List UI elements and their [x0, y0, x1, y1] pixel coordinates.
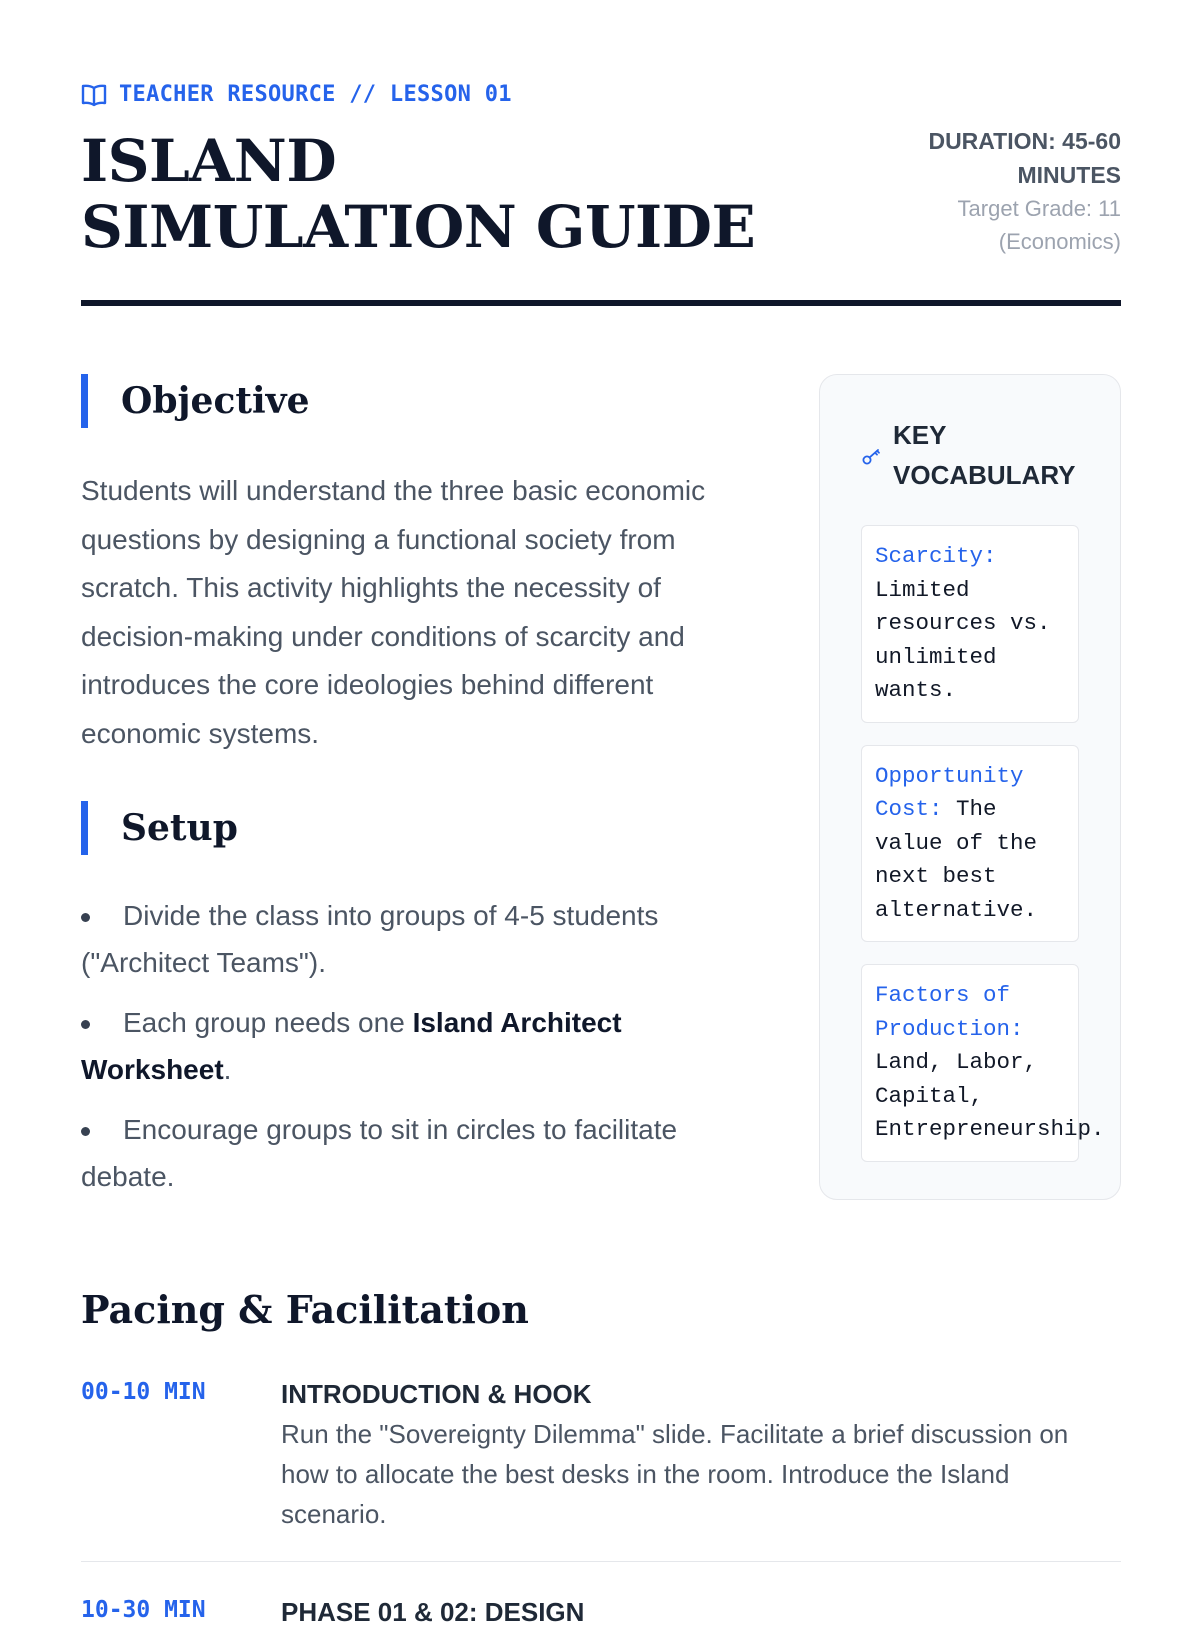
pacing-title: PHASE 01 & 02: DESIGN — [281, 1597, 585, 1627]
pacing-title: INTRODUCTION & HOOK — [281, 1379, 592, 1409]
duration-label: DURATION: 45-60 MINUTES — [928, 128, 1121, 188]
pacing-time: 10-30 MIN — [81, 1597, 206, 1623]
lesson-meta — [861, 124, 1121, 258]
term-word: Factors of Production: — [875, 982, 1024, 1042]
setup-item — [81, 1000, 751, 1093]
objective-heading: Objective — [81, 374, 310, 428]
setup-item — [81, 893, 751, 986]
page-title: ISLAND SIMULATION GUIDE — [81, 127, 756, 261]
term-word: Scarcity: — [875, 543, 997, 569]
setup-item-text: Divide the class into groups of 4-5 students ("Architect Teams"). — [81, 900, 659, 978]
vocab-term-scarcity — [861, 525, 1079, 723]
objective-text: Students will understand the three basic economic questions by designing a functional society from scratch. This activity highlights the necessity of decision-making under conditions of scarcity and introduces the core ideologies behind different economic systems. — [81, 475, 706, 749]
bullet-icon — [81, 913, 90, 922]
key-icon — [861, 438, 883, 478]
vocab-term-opportunity-cost — [861, 745, 1079, 943]
eyebrow-label: TEACHER RESOURCE // LESSON 01 — [119, 82, 512, 107]
eyebrow — [81, 82, 512, 107]
pacing-body — [281, 1374, 1121, 1534]
pacing-body — [281, 1592, 1121, 1632]
pacing-description: Run the "Sovereignty Dilemma" slide. Facilitate a brief discussion on how to allocate the best desks in the room. Introduce the Island scenario. — [281, 1419, 1069, 1529]
setup-item-text: Encourage groups to sit in circles to facilitate debate. — [81, 1114, 678, 1192]
term-definition: Land, Labor, Capital, Entrepreneurship. — [875, 1049, 1105, 1142]
setup-item-text-end: . — [223, 1053, 232, 1085]
vocab-term-factors-of-production — [861, 964, 1105, 1162]
open-book-icon — [81, 83, 107, 107]
worksheet-name: Island Architect Worksheet — [81, 1007, 622, 1085]
setup-heading: Setup — [81, 801, 238, 855]
vocabulary-heading: KEY VOCABULARY — [893, 420, 1076, 490]
header-divider — [81, 300, 1121, 306]
term-definition: Limited resources vs. unlimited wants. — [875, 576, 1051, 703]
pacing-heading: Pacing & Facilitation — [81, 1287, 529, 1332]
bullet-icon — [81, 1020, 90, 1029]
setup-item-text: Each group needs one — [123, 1007, 413, 1038]
pacing-divider — [81, 1561, 1121, 1562]
term-word: Opportunity Cost: — [875, 762, 1024, 822]
vocabulary-header — [861, 415, 1079, 495]
setup-list — [81, 893, 751, 1214]
target-grade-label: Target Grade: 11 (Economics) — [957, 196, 1121, 254]
key-vocabulary-card — [819, 374, 1121, 1200]
setup-item — [81, 1107, 751, 1200]
term-definition: The value of the next best alternative. — [875, 796, 1038, 923]
bullet-icon — [81, 1127, 90, 1136]
pacing-time: 00-10 MIN — [81, 1379, 206, 1405]
